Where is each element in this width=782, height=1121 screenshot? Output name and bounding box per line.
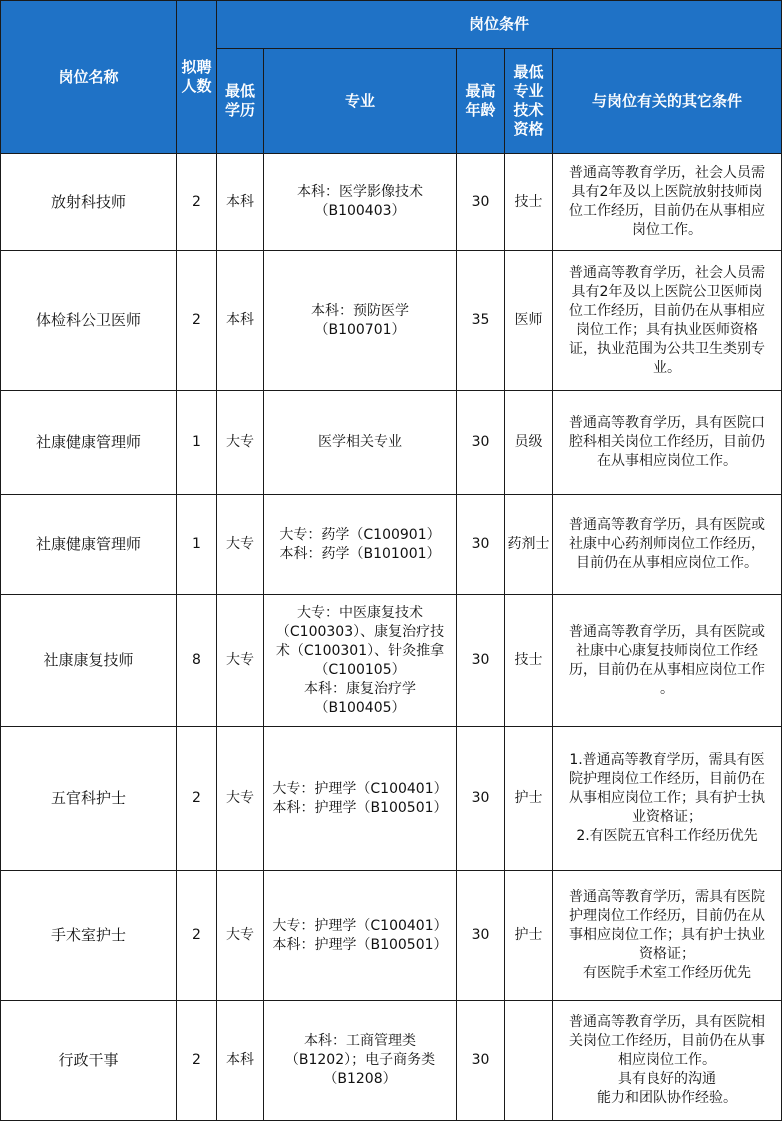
other-conditions-cell xyxy=(553,391,782,495)
education-cell: 大专 xyxy=(217,871,264,1001)
other-conditions-cell-line: 普通高等教育学历，具有医院或 xyxy=(569,517,765,533)
major-cell-line: 本科：医学影像技术 xyxy=(297,184,423,200)
other-conditions-cell-line: 腔科相关岗位工作经历，目前仍 xyxy=(569,434,765,450)
table-row xyxy=(1,251,782,391)
other-conditions-cell xyxy=(553,1001,782,1121)
major-cell xyxy=(264,391,457,495)
position-name-cell: 行政干事 xyxy=(1,1001,177,1121)
other-conditions-cell-line: 具有2年及以上医院公卫医师岗 xyxy=(571,283,763,300)
major-cell-line: 大专：药学（C100901） xyxy=(279,526,441,543)
other-conditions-cell-line: 证，执业范围为公共卫生类别专 xyxy=(569,340,765,357)
other-conditions-cell-line: 1.普通高等教育学历，需具有医 xyxy=(569,752,765,768)
hire-count-cell: 2 xyxy=(177,1001,217,1121)
major-cell-line: （B100405） xyxy=(314,699,406,716)
hire-count-cell: 1 xyxy=(177,391,217,495)
major-cell xyxy=(264,1001,457,1121)
other-conditions-cell-line: 能力和团队协作经验。 xyxy=(597,1090,737,1106)
header-other-conditions: 与岗位有关的其它条件 xyxy=(553,49,782,154)
age-cell: 30 xyxy=(457,391,505,495)
education-cell: 大专 xyxy=(217,595,264,727)
age-cell: 30 xyxy=(457,871,505,1001)
other-conditions-cell-line: 关岗位工作经历，目前仍在从事 xyxy=(569,1033,765,1049)
position-name-cell: 手术室护士 xyxy=(1,871,177,1001)
title-cell xyxy=(505,1001,553,1121)
major-cell-line: 本科：护理学（B100501） xyxy=(272,936,448,953)
other-conditions-cell xyxy=(553,251,782,391)
table-row xyxy=(1,154,782,251)
education-cell: 大专 xyxy=(217,391,264,495)
table-row xyxy=(1,871,782,1001)
major-cell-line: （B1208） xyxy=(323,1071,397,1087)
hire-count-cell: 2 xyxy=(177,154,217,251)
other-conditions-cell-line: 业。 xyxy=(653,359,681,376)
other-conditions-cell-line: 目前仍在从事相应岗位工作。 xyxy=(576,555,758,571)
other-conditions-cell-line: 护理岗位工作经历，目前仍在从 xyxy=(569,908,765,924)
age-cell: 30 xyxy=(457,727,505,871)
title-cell: 技士 xyxy=(505,154,553,251)
other-conditions-cell-line: 普通高等教育学历，需具有医院 xyxy=(569,889,765,905)
other-conditions-cell-line: 位工作经历，目前仍在从事相应 xyxy=(569,302,765,319)
hire-count-cell: 2 xyxy=(177,727,217,871)
other-conditions-cell-line: 普通高等教育学历，社会人员需 xyxy=(569,264,765,281)
position-name-cell: 放射科技师 xyxy=(1,154,177,251)
major-cell-line: 本科：护理学（B100501） xyxy=(272,799,448,816)
position-name-cell: 社康健康管理师 xyxy=(1,495,177,595)
education-cell: 本科 xyxy=(217,251,264,391)
age-cell: 30 xyxy=(457,1001,505,1121)
header-max-age: 最高 年龄 xyxy=(457,49,505,154)
major-cell xyxy=(264,595,457,727)
other-conditions-cell-line: 。 xyxy=(660,680,674,697)
major-cell-line: 医学相关专业 xyxy=(318,434,402,450)
other-conditions-cell-line: 历，目前仍在从事相应岗位工作 xyxy=(569,661,765,678)
table-body xyxy=(1,154,782,1121)
header-min-title: 最低 专业 技术 资格 xyxy=(505,49,553,154)
major-cell-line: 本科：康复治疗学 xyxy=(304,680,416,697)
other-conditions-cell-line: 普通高等教育学历，社会人员需 xyxy=(569,165,765,181)
other-conditions-cell-line: 社康中心康复技师岗位工作经 xyxy=(576,642,758,659)
title-cell: 护士 xyxy=(505,871,553,1001)
hire-count-cell: 1 xyxy=(177,495,217,595)
major-cell xyxy=(264,251,457,391)
other-conditions-cell xyxy=(553,871,782,1001)
other-conditions-cell xyxy=(553,727,782,871)
major-cell-line: （B100701） xyxy=(314,321,406,338)
major-cell-line: 大专：护理学（C100401） xyxy=(272,917,448,934)
other-conditions-cell-line: 岗位工作；具有执业医师资格 xyxy=(576,321,758,338)
other-conditions-cell-line: 位工作经历，目前仍在从事相应 xyxy=(569,203,765,219)
other-conditions-cell xyxy=(553,154,782,251)
position-name-cell: 社康康复技师 xyxy=(1,595,177,727)
major-cell-line: （C100105） xyxy=(314,661,406,678)
other-conditions-cell-line: 在从事相应岗位工作。 xyxy=(597,453,737,469)
education-cell: 本科 xyxy=(217,154,264,251)
other-conditions-cell-line: 岗位工作。 xyxy=(632,222,702,238)
education-cell: 大专 xyxy=(217,727,264,871)
other-conditions-cell-line: 资格证； xyxy=(639,946,695,962)
table-row xyxy=(1,391,782,495)
major-cell xyxy=(264,727,457,871)
position-name-cell: 社康健康管理师 xyxy=(1,391,177,495)
major-cell-line: 本科：药学（B101001） xyxy=(279,545,441,562)
other-conditions-cell-line: 具有2年及以上医院放射技师岗 xyxy=(571,184,763,200)
other-conditions-cell-line: 有医院手术室工作经历优先 xyxy=(583,965,751,981)
education-cell: 大专 xyxy=(217,495,264,595)
education-cell: 本科 xyxy=(217,1001,264,1121)
other-conditions-cell-line: 相应岗位工作。 xyxy=(618,1052,716,1068)
table-row xyxy=(1,1001,782,1121)
other-conditions-cell-line: 业资格证； xyxy=(632,809,702,825)
title-cell: 员级 xyxy=(505,391,553,495)
table-row xyxy=(1,495,782,595)
major-cell xyxy=(264,495,457,595)
major-cell-line: 大专：中医康复技术 xyxy=(297,604,423,621)
age-cell: 30 xyxy=(457,154,505,251)
other-conditions-cell-line: 普通高等教育学历，具有医院口 xyxy=(569,415,765,431)
major-cell-line: （B1202）；电子商务类 xyxy=(284,1052,436,1068)
title-cell: 护士 xyxy=(505,727,553,871)
other-conditions-cell-line: 2.有医院五官科工作经历优先 xyxy=(576,828,758,844)
major-cell-line: （B100403） xyxy=(314,203,406,219)
other-conditions-cell xyxy=(553,495,782,595)
other-conditions-cell-line: 从事相应岗位工作；具有护士执 xyxy=(569,790,765,806)
other-conditions-cell-line: 事相应岗位工作；具有护士执业 xyxy=(569,927,765,943)
other-conditions-cell-line: 具有良好的沟通 xyxy=(618,1071,716,1087)
title-cell: 技士 xyxy=(505,595,553,727)
header-position-name: 岗位名称 xyxy=(1,1,177,154)
other-conditions-cell-line: 普通高等教育学历，具有医院相 xyxy=(569,1014,765,1030)
major-cell xyxy=(264,154,457,251)
major-cell-line: （C100303）、康复治疗技 xyxy=(275,623,445,640)
major-cell-line: 大专：护理学（C100401） xyxy=(272,780,448,797)
age-cell: 30 xyxy=(457,595,505,727)
major-cell xyxy=(264,871,457,1001)
hire-count-cell: 8 xyxy=(177,595,217,727)
header-conditions: 岗位条件 xyxy=(217,1,782,49)
major-cell-line: 本科：预防医学 xyxy=(311,302,409,319)
major-cell-line: 术（C100301）、针灸推拿 xyxy=(275,642,445,659)
table-row xyxy=(1,595,782,727)
table-row xyxy=(1,727,782,871)
hire-count-cell: 2 xyxy=(177,871,217,1001)
position-name-cell: 五官科护士 xyxy=(1,727,177,871)
other-conditions-cell-line: 普通高等教育学历，具有医院或 xyxy=(569,623,765,640)
other-conditions-cell-line: 社康中心药剂师岗位工作经历， xyxy=(569,536,765,552)
title-cell: 药剂士 xyxy=(505,495,553,595)
other-conditions-cell xyxy=(553,595,782,727)
age-cell: 30 xyxy=(457,495,505,595)
header-hire-count: 拟聘 人数 xyxy=(177,1,217,154)
hire-count-cell: 2 xyxy=(177,251,217,391)
header-min-education: 最低 学历 xyxy=(217,49,264,154)
title-cell: 医师 xyxy=(505,251,553,391)
other-conditions-cell-line: 院护理岗位工作经历，目前仍在 xyxy=(569,771,765,787)
major-cell-line: 本科：工商管理类 xyxy=(304,1033,416,1049)
header-major: 专业 xyxy=(264,49,457,154)
position-name-cell: 体检科公卫医师 xyxy=(1,251,177,391)
age-cell: 35 xyxy=(457,251,505,391)
